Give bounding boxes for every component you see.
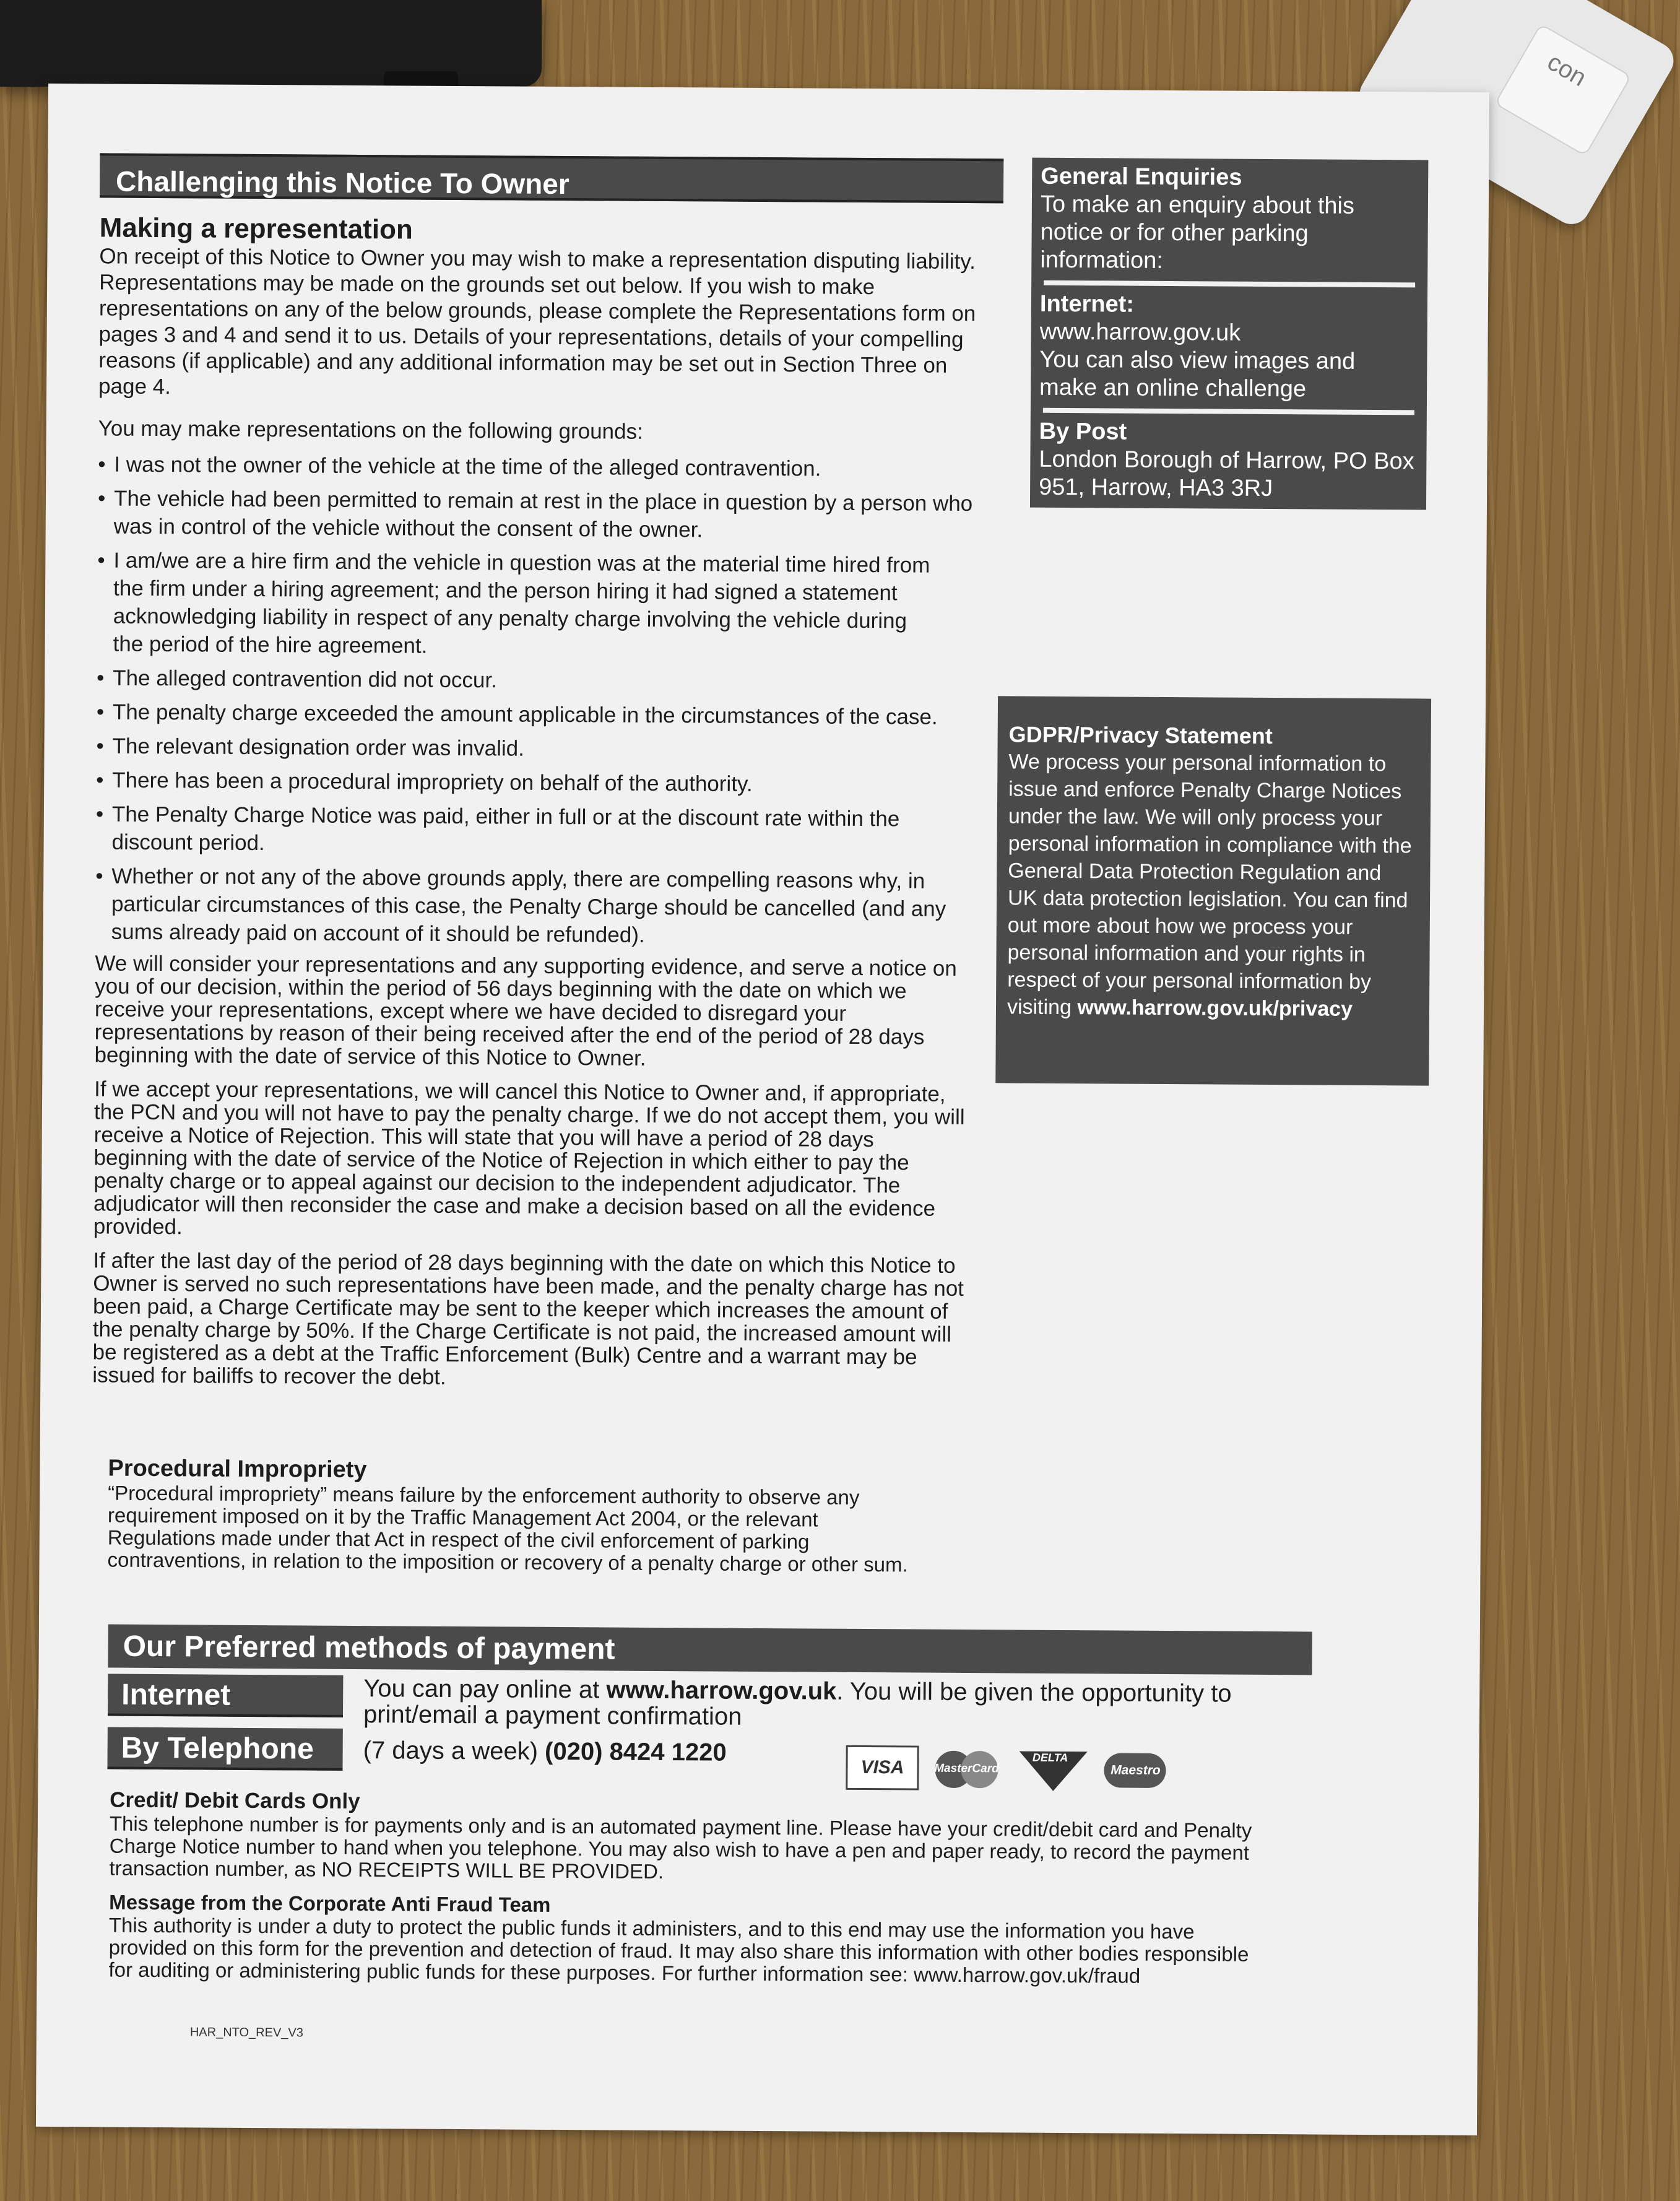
keyboard-key: con bbox=[1494, 24, 1632, 157]
pay-telephone-label: By Telephone bbox=[107, 1727, 342, 1771]
ground-item: • The Penalty Charge Notice was paid, either in full or at the discount rate within the discount period. bbox=[95, 800, 954, 861]
gdpr-privacy-link[interactable]: www.harrow.gov.uk/privacy bbox=[1077, 996, 1353, 1021]
internet-text: You can also view images and make an online challenge bbox=[1039, 346, 1356, 402]
procedural-impropriety-text: “Procedural impropriety” means failure by the enforcement authority to observe any requirement imposed on it by the Traffic Management Act 2004, or the relevant Regulations made under that Act in respect of the civil enforcement of parking contraventions, in relation to the imposition or recovery of a penalty charge or other sum. bbox=[107, 1481, 908, 1576]
pay-internet-text-before: You can pay online at bbox=[363, 1675, 600, 1704]
maestro-label: Maestro bbox=[1111, 1763, 1161, 1778]
ground-item: • The relevant designation order was invalid. bbox=[96, 732, 987, 765]
anti-fraud-section bbox=[108, 1891, 1316, 1989]
ground-item: • The penalty charge exceeded the amount applicable in the circumstances of the case. bbox=[97, 698, 942, 731]
pay-telephone-text bbox=[363, 1737, 727, 1766]
general-enquiries-box bbox=[1030, 158, 1428, 510]
payment-methods-header: Our Preferred methods of payment bbox=[108, 1625, 1312, 1675]
gdpr-text: We process your personal information to issue and enforce Penalty Charge Notices under the law. We will only process your personal information in compliance with the General Data Protection Regulation and UK data protection legislation. You can find out more about how we process your personal information and your rights in respect of your personal information by visiting bbox=[1007, 750, 1412, 1020]
by-post-address: London Borough of Harrow, PO Box 951, Harrow, HA3 3RJ bbox=[1039, 446, 1414, 502]
ground-item: • I am/we are a hire firm and the vehicle in question was at the material time hired from the firm under a hiring agreement; and the person hiring it had signed a statement acknowledging liability in respect of any penalty charge involving the vehicle during the period of the hire agreement. bbox=[97, 546, 943, 662]
general-enquiries-text: To make an enquiry about this notice or for other parking information: bbox=[1040, 191, 1355, 274]
notebook bbox=[0, 0, 542, 87]
consider-text: We will consider your representations and any supporting evidence, and serve a notice on you of our decision, within the period of 56 days beginning with the date on which we receive your representations, except where we have decided to disregard your representations by reason of their being received after the end of the period of 28 days beginning with the date of service of this Notice to Owner. bbox=[94, 951, 957, 1070]
ground-item: • I was not the owner of the vehicle at the time of the alleged contravention. bbox=[98, 450, 989, 484]
visa-logo bbox=[846, 1745, 919, 1791]
ground-item: • Whether or not any of the above grounds apply, there are compelling reasons why, in particular circumstances of this case, the Penalty Charge should be cancelled (and any sums already paid on account of it should be refunded). bbox=[95, 862, 987, 951]
pay-internet-url[interactable]: www.harrow.gov.uk bbox=[606, 1676, 837, 1705]
footer-form-code: HAR_NTO_REV_V3 bbox=[189, 2025, 303, 2040]
accept-text: If we accept your representations, we will cancel this Notice to Owner and, if appropriate, the PCN and you will not have to pay the penalty charge. If we do not accept them, you will receive a Notice of Rejection. This will state that you will have a period of 28 days beginning with the date of service of the Notice of Rejection in which either to pay the penalty charge or to appeal against our decision to the independent adjudicator. The adjudicator will then reconsider the case and make a decision based on all the evidence provided. bbox=[93, 1077, 965, 1239]
credit-debit-text: This telephone number is for payments only and is an automated payment line. Please have your credit/debit card and Penalty Charge Notice number to hand when you telephone. You may also wish to have a pen and paper ready, to record the payment transaction number, as NO RECEIPTS WILL BE PROVIDED. bbox=[109, 1812, 1252, 1883]
mastercard-logo bbox=[932, 1746, 1000, 1791]
general-enquiries-title: General Enquiries bbox=[1041, 163, 1242, 191]
making-representation-text: On receipt of this Notice to Owner you may wish to make a representation disputing liability. Representations may be made on the grounds set out below. If you wish to make representations on any of the below grounds, please complete the Representations form on pages 3 and 4 and send it to us. Details of your representations, details of your compelling reasons (if applicable) and any additional information may be set out in Section Three on page 4. bbox=[98, 244, 976, 399]
grounds-intro: You may make representations on the following grounds: bbox=[98, 416, 643, 444]
pay-internet-text bbox=[363, 1675, 1310, 1733]
mastercard-label: MasterCard bbox=[934, 1761, 999, 1776]
making-representation-title: Making a representation bbox=[99, 212, 413, 245]
telephone-days: (7 days a week) bbox=[363, 1737, 539, 1765]
pay-internet-label: Internet bbox=[108, 1674, 343, 1717]
telephone-number[interactable]: (020) 8424 1220 bbox=[544, 1737, 727, 1766]
gdpr-title: GDPR/Privacy Statement bbox=[1008, 721, 1273, 749]
gdpr-privacy-box bbox=[995, 696, 1431, 1085]
procedural-impropriety-section bbox=[107, 1456, 999, 1577]
ground-item: • The alleged contravention did not occur. bbox=[97, 664, 988, 697]
by-post-title: By Post bbox=[1039, 418, 1127, 445]
ground-item: • The vehicle had been permitted to remain at rest in the place in question by a person who was in control of the vehicle without the consent of the owner. bbox=[98, 484, 990, 545]
anti-fraud-title: Message from the Corporate Anti Fraud Team bbox=[109, 1890, 551, 1916]
anti-fraud-text: This authority is under a duty to protect the public funds it administers, and to this end may use the information you have provided on this form for the prevention and detection of fraud. It may also share this information with other bodies responsible for auditing or administering public funds for these purposes. For further information see: www.harrow.gov.uk/fraud bbox=[108, 1913, 1249, 1987]
maestro-logo bbox=[1101, 1747, 1169, 1792]
internet-url[interactable]: www.harrow.gov.uk bbox=[1039, 318, 1241, 346]
notice-page bbox=[36, 84, 1489, 2135]
delta-label: DELTA bbox=[1032, 1751, 1068, 1765]
ground-item: • There has been a procedural impropriety on behalf of the authority. bbox=[96, 766, 987, 799]
visa-label: VISA bbox=[860, 1756, 904, 1778]
delta-logo bbox=[1013, 1746, 1087, 1791]
credit-debit-section bbox=[109, 1788, 1317, 1887]
after-period-text: If after the last day of the period of 28 days beginning with the date on which this Notice to Owner is served no such representations have been made, and the penalty charge has not been paid, a Charge Certificate may be sent to the keeper which increases the amount of the penalty charge by 50%. If the Charge Certificate is not paid, the increased amount will be registered as a debt at the Traffic Enforcement (Bulk) Centre and a warrant may be issued for bailiffs to recover the debt. bbox=[92, 1248, 964, 1389]
procedural-impropriety-title: Procedural Impropriety bbox=[108, 1455, 367, 1483]
representation-section bbox=[92, 212, 1003, 1392]
challenge-header: Challenging this Notice To Owner bbox=[100, 153, 1003, 203]
pay-internet-text-after: . You will be given the opportunity to print/email a payment confirmation bbox=[363, 1677, 1232, 1730]
internet-title: Internet: bbox=[1039, 290, 1135, 318]
grounds-list bbox=[95, 450, 990, 951]
credit-debit-title: Credit/ Debit Cards Only bbox=[110, 1787, 360, 1814]
